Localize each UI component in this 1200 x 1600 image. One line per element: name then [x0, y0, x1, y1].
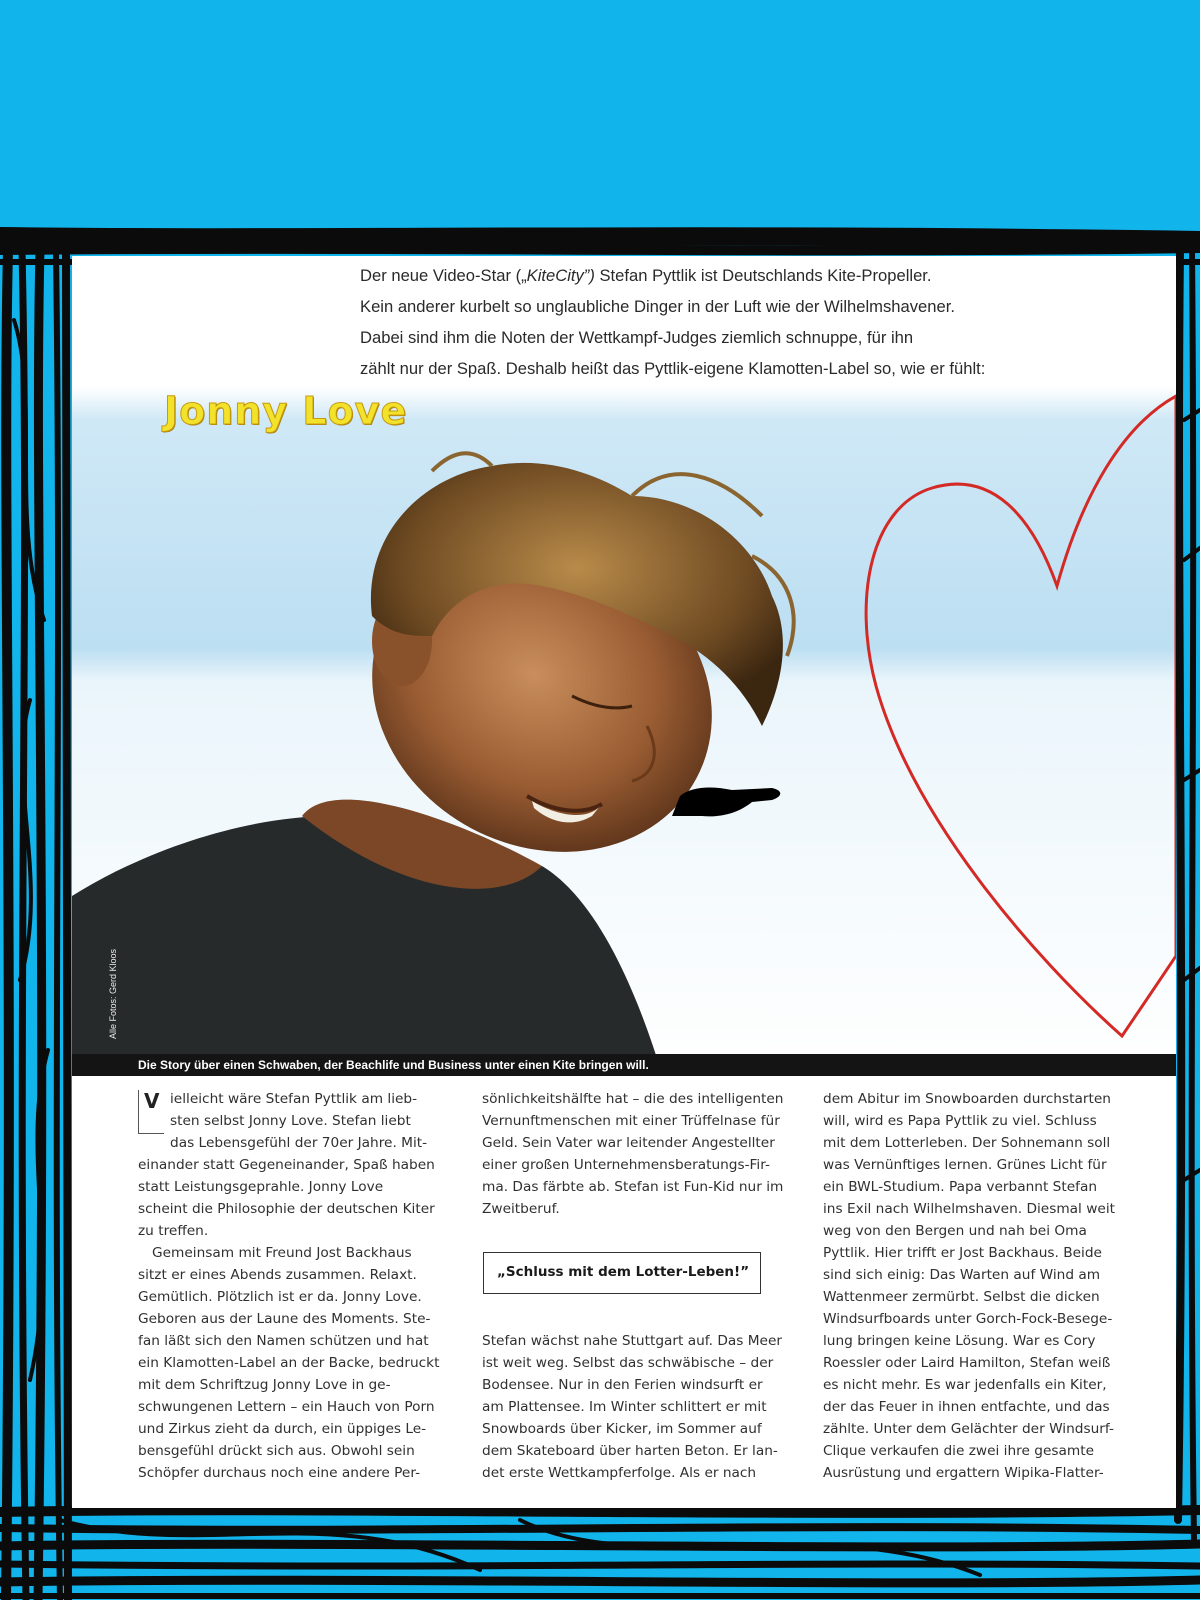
article-line: bensgefühl drückt sich aus. Obwohl sein [138, 1443, 415, 1459]
article-line: Wattenmeer zermürbt. Selbst die dicken [823, 1289, 1100, 1305]
column-2-top-text [482, 1088, 800, 1220]
article-line: sönlichkeitshälfte hat – die des intelligenten [482, 1091, 784, 1107]
intro-line-1: Der neue Video-Star („KiteCity”) Stefan Pyttlik ist Deutschlands Kite-Propeller. [360, 266, 932, 285]
article-line: Windsurfboards unter Gorch-Fock-Besege- [823, 1311, 1113, 1327]
article-line: Snowboards über Kicker, im Sommer auf [482, 1421, 762, 1437]
article-line: mit dem Schriftzug Jonny Love in ge- [138, 1377, 391, 1393]
article-line: ein BWL-Studium. Papa verbannt Stefan [823, 1179, 1098, 1195]
article-line: der das Feuer in ihnen entfachte, und das [823, 1399, 1110, 1415]
article-line: dem Skateboard über harten Beton. Er lan- [482, 1443, 778, 1459]
article-line: Zweitberuf. [482, 1201, 560, 1217]
article-line: Geboren aus der Laune des Moments. Ste- [138, 1311, 431, 1327]
caption-bar [72, 1054, 1176, 1076]
photo-credit: Alle Fotos: Gerd Kloos [108, 948, 118, 1039]
article-line: lung bringen keine Lösung. War es Cory [823, 1333, 1096, 1349]
article-line: ielleicht wäre Stefan Pyttlik am lieb- [170, 1091, 418, 1107]
article-line: mit dem Lotterleben. Der Sohnemann soll [823, 1135, 1111, 1151]
headline: Jonny Love [164, 389, 408, 433]
article-line: statt Leistungsgeprahle. Jonny Love [138, 1179, 384, 1195]
magazine-page [72, 256, 1176, 1508]
article-line: weg von den Bergen und nah bei Oma [823, 1223, 1087, 1239]
article-line: schwungenen Lettern – ein Hauch von Porn [138, 1399, 435, 1415]
article-line: ein Klamotten-Label an der Backe, bedruckt [138, 1355, 440, 1371]
article-line: Clique verkaufen die zwei ihre gesamte [823, 1443, 1095, 1459]
article-line: sitzt er eines Abends zusammen. Relaxt. [138, 1267, 417, 1283]
intro-line-4: zählt nur der Spaß. Deshalb heißt das Pyttlik-eigene Klamotten-Label so, wie er fühlt: [360, 359, 986, 378]
article-line: das Lebensgefühl der 70er Jahre. Mit- [170, 1135, 428, 1151]
article-line: es nicht mehr. Es war jedenfalls ein Kiter, [823, 1377, 1107, 1393]
article-line: zu treffen. [138, 1223, 209, 1239]
article-line: am Plattensee. Im Winter schlittert er mit [482, 1399, 767, 1415]
column-2-bottom-text [482, 1330, 800, 1484]
article-line: was Vernünftiges lernen. Grünes Licht für [823, 1157, 1107, 1173]
article-line: fan läßt sich den Namen schützen und hat [138, 1333, 429, 1349]
article-line: ins Exil nach Wilhelmshaven. Diesmal weit [823, 1201, 1115, 1217]
article-line: Schöpfer durchaus noch eine andere Per- [138, 1465, 421, 1481]
article-line: will, wird es Papa Pyttlik zu viel. Schluss [823, 1113, 1097, 1129]
dropcap-letter: V [144, 1089, 160, 1113]
article-line: zählte. Unter dem Gelächter der Windsurf- [823, 1421, 1114, 1437]
article-line: Pyttlik. Hier trifft er Jost Backhaus. Beide [823, 1245, 1102, 1261]
article-line: Ausrüstung und ergattern Wipika-Flatter- [823, 1465, 1104, 1481]
article-column-3 [823, 1088, 1145, 1484]
article-line: einander statt Gegeneinander, Spaß haben [138, 1157, 435, 1173]
article-line: Gemütlich. Plötzlich ist er da. Jonny Love. [138, 1289, 422, 1305]
article-line: und Zirkus zieht da durch, ein üppiges Le- [138, 1421, 427, 1437]
article-line: ist weit weg. Selbst das schwäbische – der [482, 1355, 774, 1371]
article-line: sten selbst Jonny Love. Stefan liebt [170, 1113, 411, 1129]
article-line: sind sich einig: Das Warten auf Wind am [823, 1267, 1101, 1283]
article-line: Gemeinsam mit Freund Jost Backhaus [152, 1245, 412, 1261]
article-line: dem Abitur im Snowboarden durchstarten [823, 1091, 1111, 1107]
article-line: Stefan wächst nahe Stuttgart auf. Das Meer [482, 1333, 783, 1349]
intro-line-3: Dabei sind ihm die Noten der Wettkampf-Judges ziemlich schnuppe, für ihn [360, 328, 914, 347]
article-line: Vernunftmenschen mit einer Trüffelnase für [482, 1113, 780, 1129]
intro-line-2: Kein anderer kurbelt so unglaubliche Dinger in der Luft wie der Wilhelmshavener. [360, 297, 955, 316]
photo-caption: Die Story über einen Schwaben, der Beachlife und Business unter einen Kite bringen will. [138, 1058, 649, 1072]
article-column-1 [138, 1088, 460, 1484]
article-line: det erste Wettkampferfolge. Als er nach [482, 1465, 757, 1481]
intro-paragraph [360, 260, 1160, 384]
article-line: ma. Das färbte ab. Stefan ist Fun-Kid nur im [482, 1179, 784, 1195]
pull-quote: „Schluss mit dem Lotter-Leben!” [483, 1252, 761, 1294]
article-line: scheint die Philosophie der deutschen Kiter [138, 1201, 435, 1217]
article-line: Bodensee. Nur in den Ferien windsurft er [482, 1377, 763, 1393]
article-line: Roessler oder Laird Hamilton, Stefan weiß [823, 1355, 1111, 1371]
article-line: Geld. Sein Vater war leitender Angestellter [482, 1135, 775, 1151]
article-line: einer großen Unternehmensberatungs-Fir- [482, 1157, 770, 1173]
